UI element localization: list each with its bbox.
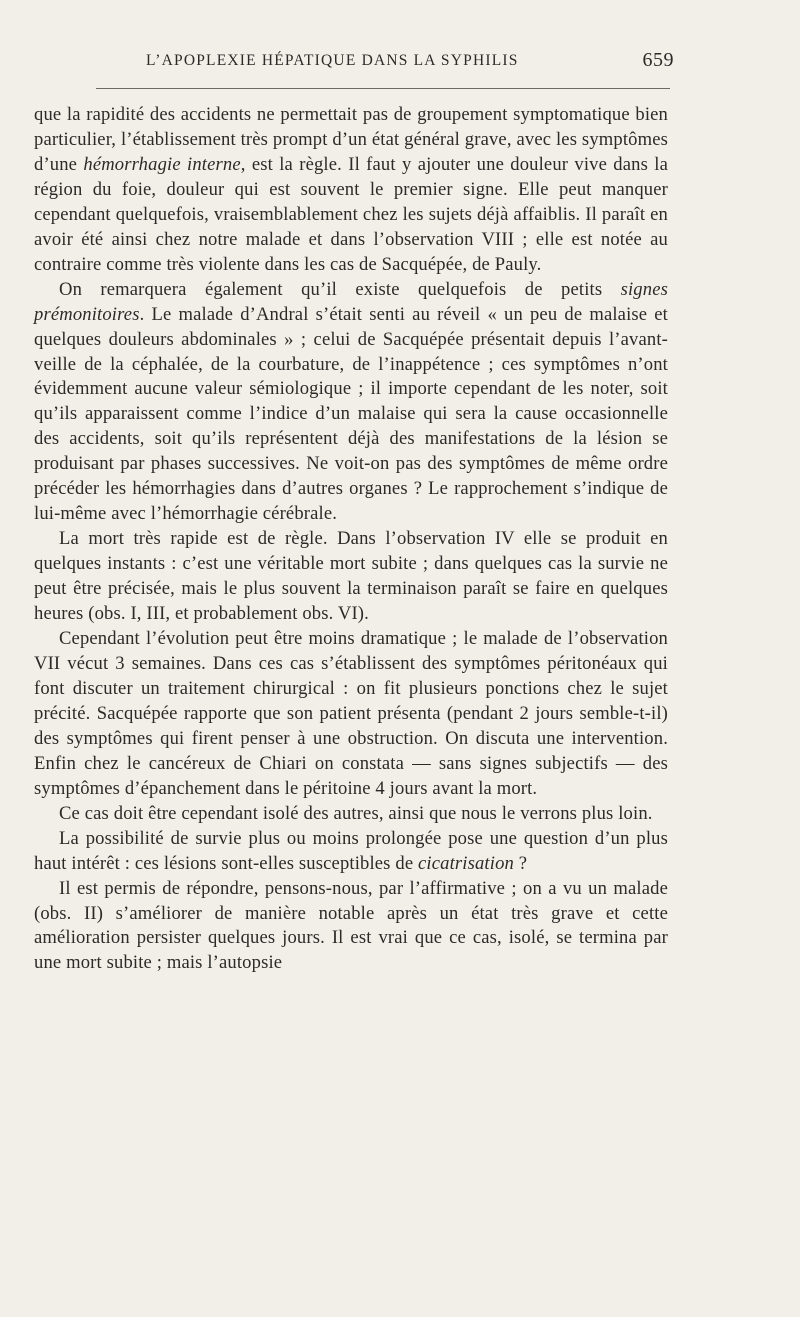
text-run: Il est permis de répondre, pensons-nous, par l’affirmative ; on a vu un malade (obs. II) s’améliorer de manière notable après un état très grave et cette amélioration persister quelques jours. Il est vrai que ce cas, isolé, se termina par une mort subite ; mais l’autopsie bbox=[34, 877, 668, 974]
running-title: L’APOPLEXIE HÉPATIQUE DANS LA SYPHILIS bbox=[146, 52, 519, 69]
text-run: que la rapidité des accidents ne permettait pas de groupement symptomatique bien particulier, l’établissement très prompt d’un état général grave, avec les symptômes d’une bbox=[34, 104, 668, 175]
text-run: ? bbox=[513, 852, 528, 874]
paragraph bbox=[34, 802, 668, 827]
text-run: Ce cas doit être cependant isolé des autres, ainsi que nous le verrons plus loin. bbox=[59, 802, 653, 824]
paragraph bbox=[34, 278, 668, 528]
text-run: , est la règle. Il faut y ajouter une douleur vive dans la région du foie, douleur qui est souvent le premier signe. Elle peut manquer cependant quelquefois, vraisemblablement chez les sujets déjà affaiblis. Il paraît en avoir été ainsi chez notre malade et dans l’observation VIII ; elle est notée au contraire comme très violente dans les cas de Sacquépée, de Pauly. bbox=[34, 153, 668, 275]
paragraph bbox=[34, 527, 668, 627]
text-run: On remarquera également qu’il existe quelquefois de petits bbox=[59, 278, 621, 300]
paragraph bbox=[34, 627, 668, 802]
header-rule bbox=[96, 88, 670, 89]
paragraph bbox=[34, 827, 668, 877]
paragraph bbox=[34, 877, 668, 977]
paragraph bbox=[34, 103, 668, 278]
text-run: Cependant l’évolution peut être moins dramatique ; le malade de l’observation VII vécut 3 semaines. Dans ces cas s’établissent des symptômes péritonéaux qui font discuter un traitement chirurgical : on fit plusieurs ponctions chez le sujet précité. Sacquépée rapporte que son patient présenta (pendant 2 jours semble-t-il) des symptômes qui firent penser à une obstruction. On discuta une intervention. Enfin chez le cancéreux de Chiari on constata — sans signes subjectifs — des symptômes d’épanchement dans le péritoine 4 jours avant la mort. bbox=[34, 628, 668, 799]
page-number: 659 bbox=[642, 49, 674, 71]
text-run: La possibilité de survie plus ou moins prolongée pose une question d’un plus haut intérêt : ces lésions sont-elles susceptibles de bbox=[34, 827, 668, 874]
body-text bbox=[34, 103, 668, 976]
italic-text: hémorrhagie interne bbox=[83, 153, 241, 175]
italic-text: signes prémonitoires bbox=[34, 278, 668, 325]
running-header bbox=[34, 49, 674, 71]
text-run: . Le malade d’Andral s’était senti au réveil « un peu de malaise et quelques douleurs abdominales » ; celui de Sacquépée présentait depuis l’avant-veille de la céphalée, de la courbature, de l’inappétence ; ces symptômes n’ont évidemment aucune valeur sémiologique ; il importe cependant de les noter, soit qu’ils apparaissent comme l’indice d’un malaise qui sera la cause occasionnelle des accidents, soit qu’ils représentent déjà des manifestations de la lésion se produisant par phases successives. Ne voit-on pas des symptômes de même ordre précéder les hémorrhagies dans d’autres organes ? Le rapprochement s’indique de lui-même avec l’hémorrhagie cérébrale. bbox=[34, 303, 668, 525]
text-run: La mort très rapide est de règle. Dans l’observation IV elle se produit en quelques instants : c’est une véritable mort subite ; dans quelques cas la survie ne peut être précisée, mais le plus souvent la terminaison paraît se faire en quelques heures (obs. I, III, et probablement obs. VI). bbox=[34, 528, 668, 625]
italic-text: cicatrisation bbox=[418, 852, 514, 874]
